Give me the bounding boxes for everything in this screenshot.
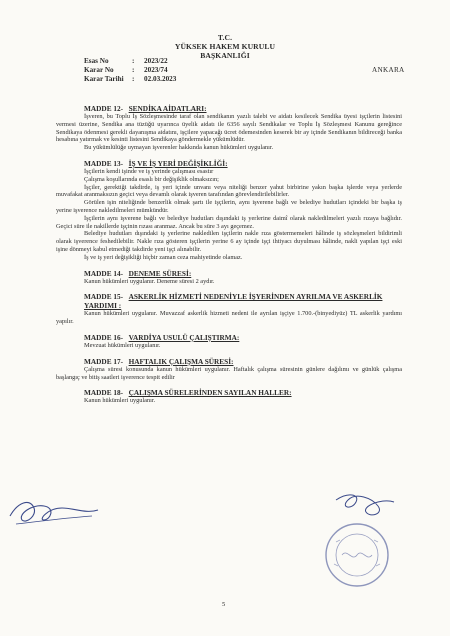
article-heading: MADDE 18- ÇALIŞMA SÜRELERİNDEN SAYILAN HALLER: [84,388,292,398]
article-paragraph: Kanun hükümleri uygulanır. [84,397,156,405]
article-paragraph: İşçiler, gerektiği takdirde, iş yeri içinde unvanı veya niteliği benzer yahut birbirine yakın başka işlerde veya yerlerde muvafakat aranmaksızın geçici veya devamlı olarak işveren tarafından görevlendirilebilirler. [56,183,402,199]
article-12 [56,104,402,152]
article-heading: MADDE 13- İŞ VE İŞ YERİ DEĞİŞİKLİĞİ: [84,158,228,168]
signature-image [4,480,104,540]
article-paragraph: Görülen işin niteliğinde benzerlik olmak şartı ile işçilerin, aynı işverene bağlı ve belediye hudutları içindeki bir başka iş yerine işverence nakledilmeleri mümkündür. [56,199,402,214]
article-18 [56,388,402,405]
article-heading: MADDE 12- SENDİKA AİDATLARI: [84,104,207,113]
article-16 [56,333,402,350]
header-tc: T.C. [217,33,233,42]
city-label: ANKARA [372,66,405,74]
meta-value: 02.03.2023 [144,75,177,83]
article-paragraph: Bu yükümlülüğe uymayan işverenler hakkında kanun hükümleri uygulanır. [84,144,274,152]
article-paragraph: Çalışma koşullarında esaslı bir değişiklik olmaksızın; [84,175,219,183]
official-seal [322,520,392,590]
article-heading: MADDE 17- HAFTALIK ÇALIŞMA SÜRESİ: [84,356,234,366]
article-14 [56,269,402,286]
header [0,33,450,60]
article-paragraph: İşveren, bu Toplu İş Sözleşmesinde taraf olan sendikanın yazılı talebi ve aidatı kesilecek Sendika üyesi işçilerin listesini vermesi üzerine, Sendika ana tüzüğü uyarınca üyelik aidatı ile 6356 sayılı Sendikalar ve Toplu İş Sözleşmesi Kanunu gereğince Sendikaya ödenmesi gerekli dayanışma aidatını, işçilere yapacağı ücret ödemesinden keserek bir ay içinde Sendikanın bildireceği banka hesabına yatırmak ve kesinti listesini Sendikaya göndermekle yükümlüdür. [56,113,402,144]
meta-key: Karar No [84,66,114,74]
article-paragraph: Çalışma süresi konusunda kanun hükümleri uygulanır. Haftalık çalışma süresinin günlere dağılımı ve günlük çalışma başlangıç ve bitiş saatleri işverence tespit edilir [56,365,402,381]
case-meta [84,57,176,84]
meta-row-karar: Karar No : 2023/74 [84,66,168,74]
article-paragraph: Mevzuat hükümleri uygulanır. [84,341,161,349]
article-paragraph: İş ve iş yeri değişikliği hiçbir zaman ceza mahiyetinde olamaz. [84,253,243,261]
document-body [56,104,402,412]
article-heading: MADDE 16- VARDİYA USULÜ ÇALIŞTIRMA: [84,332,240,342]
article-paragraph: İşçilerin kendi işinde ve iş yerinde çalışması esastır [84,167,214,175]
article-paragraph: Kanun hükümleri uygulanır. Deneme süresi 2 aydır. [84,277,215,285]
article-heading: MADDE 15- ASKERLİK HİZMETİ NEDENİYLE İŞYERİNDEN AYRILMA VE ASKERLİK YARDIMI : [84,292,383,311]
meta-value: 2023/74 [144,66,168,74]
meta-key: Esas No [84,57,109,65]
meta-value: 2023/22 [144,57,168,65]
article-heading: MADDE 14- DENEME SÜRESİ: [84,268,192,278]
meta-row-tarih: Karar Tarihi : 02.03.2023 [84,75,177,83]
article-15 [56,292,402,326]
header-institution: YÜKSEK HAKEM KURULU [174,42,276,51]
page-number: 5 [222,601,226,608]
article-paragraph: Kanun hükümleri uygulanır. Muvazzaf askerlik hizmeti nedeni ile ayrılan işçiye 1.700.-(binyediyüz) TL askerlik yardımı yapılır. [56,310,402,326]
header-presidency: BAŞKANLIĞI [200,51,250,60]
meta-row-esas: Esas No : 2023/22 [84,57,168,65]
meta-key: Karar Tarihi [84,75,124,83]
article-paragraph: Belediye hudutları dışındaki iş yerlerine nakledilen işçilerin nakle rıza göstermemeleri hâlinde iş sözleşmeleri bildirimli olarak işverence feshedilebilir. Nakle rıza gösteren işçilerin yerine 6 ay içinde işçi ihtiyacı duyulması hâlinde, nakli yapılan işçi eski işine dönmeyi kabul etmediği takdirde yeni işçi alınabilir. [56,230,402,253]
article-paragraph: İşçilerin aynı işverene bağlı ve belediye hudutları dışındaki iş yerlerine daimî olarak nakledilmeleri yazılı rızaya bağlıdır. Geçici süre ile nakillerde işçinin rızası aranmaz. Ancak bu süre 3 ayı geçemez. [56,214,402,230]
article-13 [56,159,402,262]
article-17 [56,357,402,382]
